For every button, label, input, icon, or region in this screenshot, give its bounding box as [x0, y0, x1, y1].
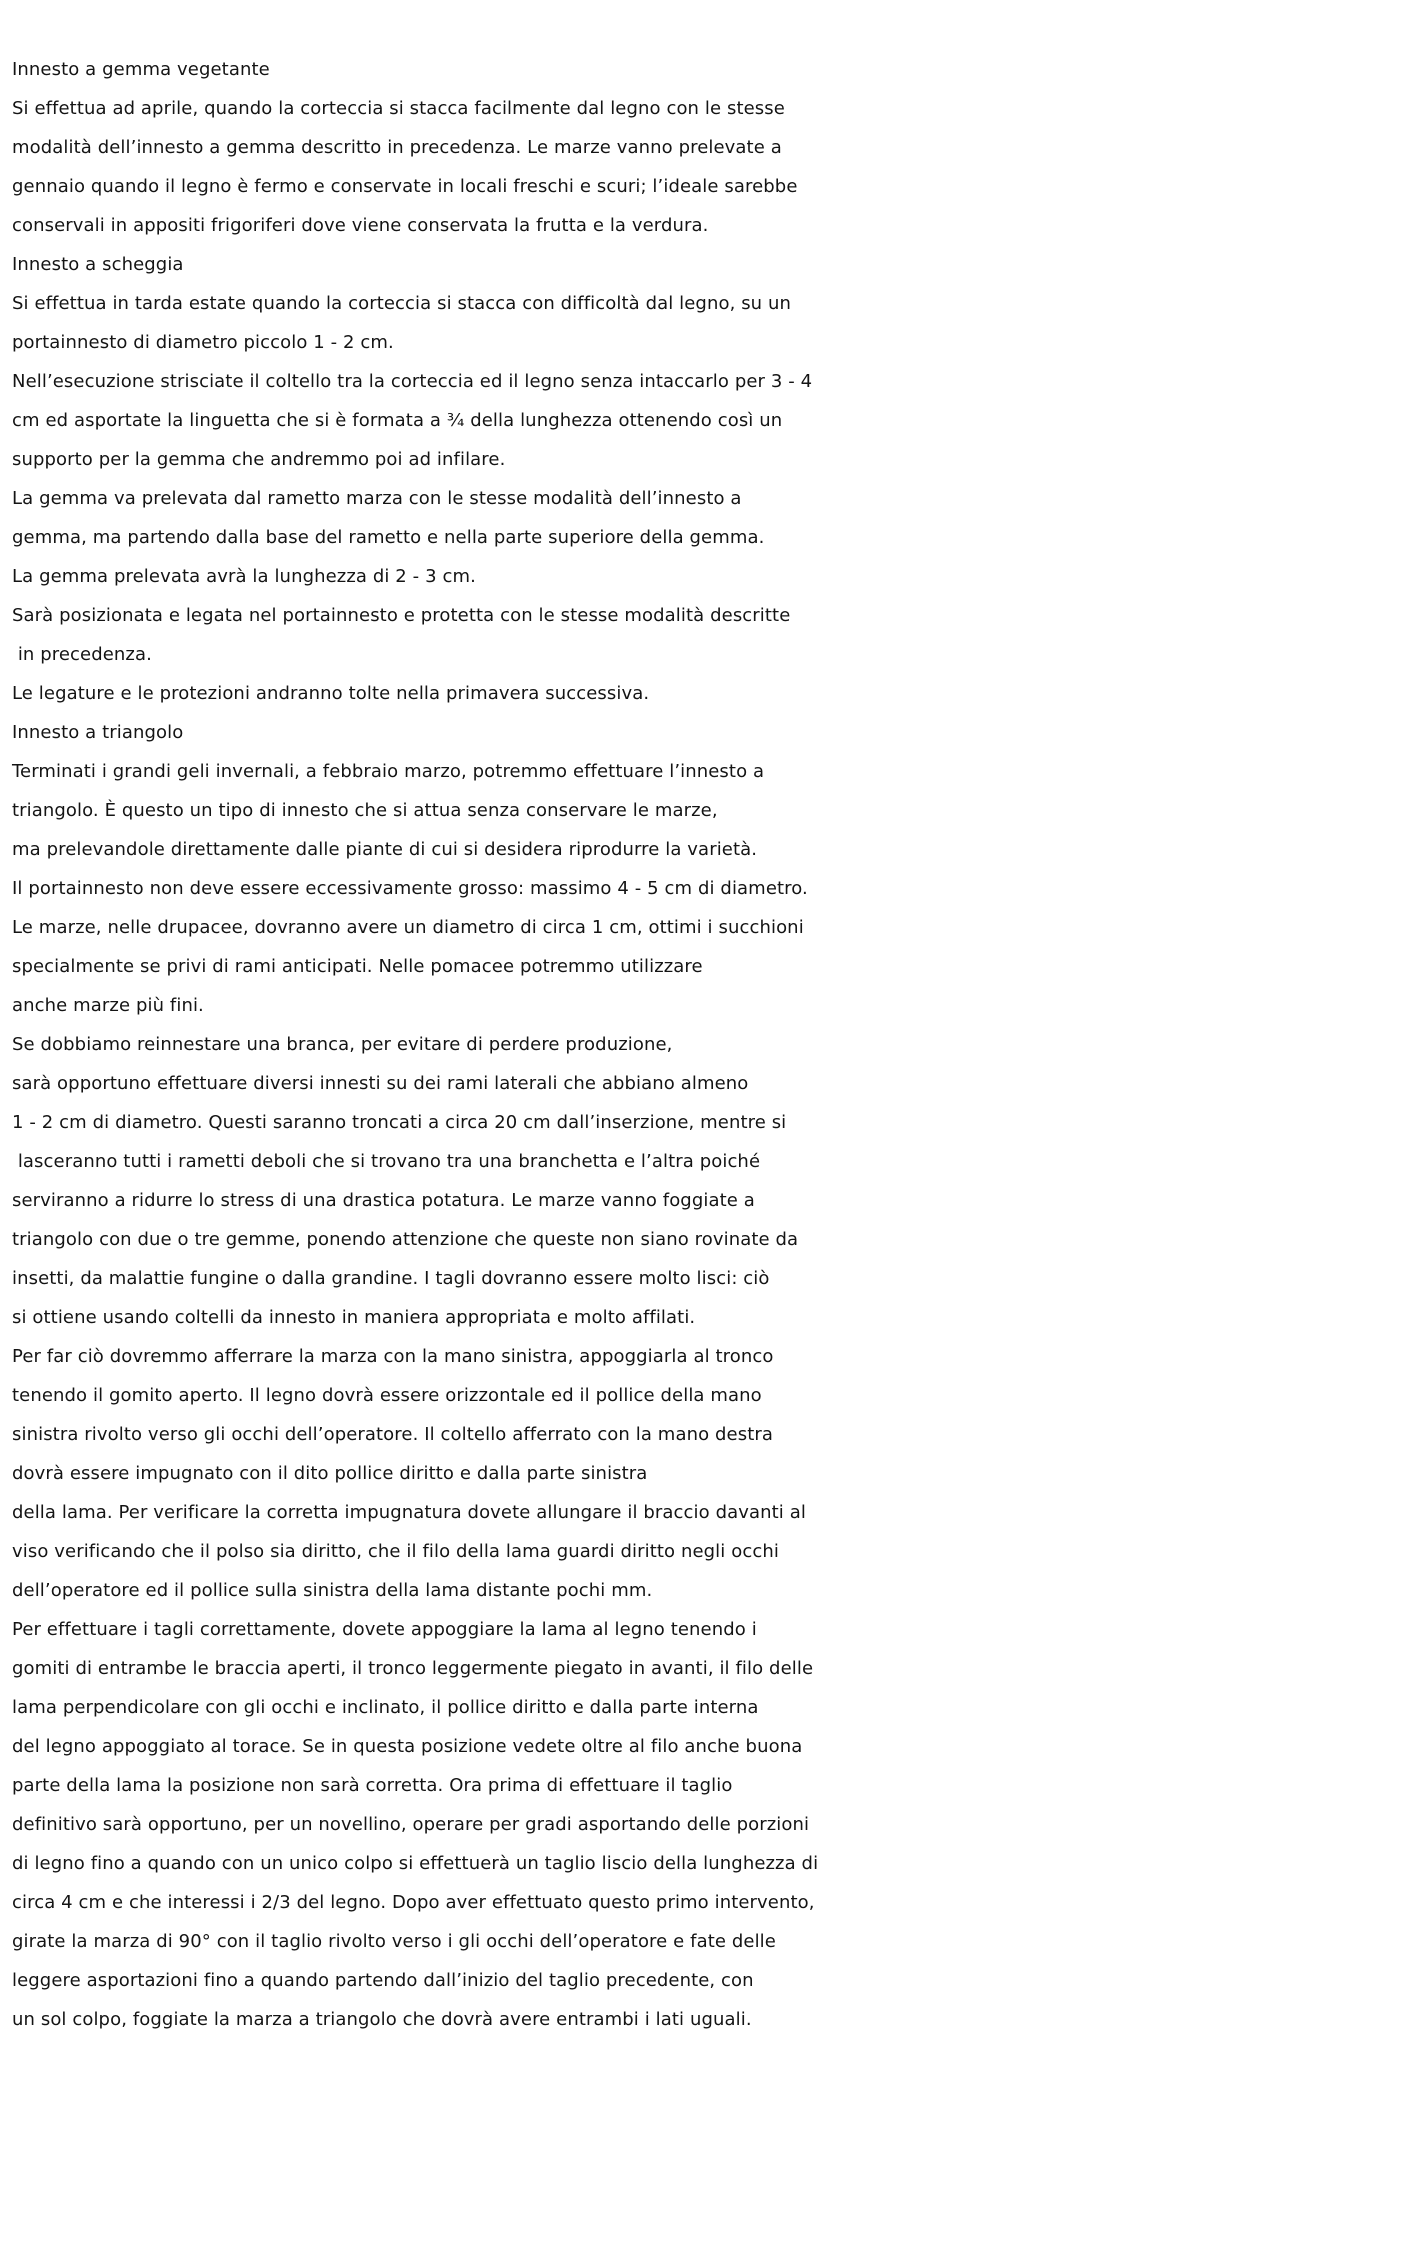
- text-line: insetti, da malattie fungine o dalla grandine. I tagli dovranno essere molto lisci: ciò: [12, 1268, 770, 1289]
- text-line: dell’operatore ed il pollice sulla sinistra della lama distante pochi mm.: [12, 1580, 653, 1601]
- text-line: modalità dell’innesto a gemma descritto in precedenza. Le marze vanno prelevate a: [12, 137, 782, 158]
- heading-innesto-triangolo: Innesto a triangolo: [12, 722, 184, 743]
- text-line: triangolo. È questo un tipo di innesto che si attua senza conservare le marze,: [12, 800, 718, 821]
- text-line: La gemma va prelevata dal rametto marza con le stesse modalità dell’innesto a: [12, 488, 742, 509]
- text-line: Sarà posizionata e legata nel portainnesto e protetta con le stesse modalità descritte: [12, 605, 791, 626]
- text-line: dovrà essere impugnato con il dito pollice diritto e dalla parte sinistra: [12, 1463, 648, 1484]
- text-line: Se dobbiamo reinnestare una branca, per evitare di perdere produzione,: [12, 1034, 673, 1055]
- text-line: si ottiene usando coltelli da innesto in maniera appropriata e molto affilati.: [12, 1307, 696, 1328]
- text-line: in precedenza.: [12, 644, 152, 665]
- heading-innesto-scheggia: Innesto a scheggia: [12, 254, 184, 275]
- text-line: del legno appoggiato al torace. Se in questa posizione vedete oltre al filo anche buona: [12, 1736, 803, 1757]
- text-line: serviranno a ridurre lo stress di una drastica potatura. Le marze vanno foggiate a: [12, 1190, 755, 1211]
- text-line: supporto per la gemma che andremmo poi ad infilare.: [12, 449, 506, 470]
- text-line: Le marze, nelle drupacee, dovranno avere un diametro di circa 1 cm, ottimi i succhioni: [12, 917, 804, 938]
- text-line: definitivo sarà opportuno, per un novellino, operare per gradi asportando delle porzioni: [12, 1814, 810, 1835]
- text-line: Per effettuare i tagli correttamente, dovete appoggiare la lama al legno tenendo i: [12, 1619, 757, 1640]
- text-line: cm ed asportate la linguetta che si è formata a ¾ della lunghezza ottenendo così un: [12, 410, 783, 431]
- text-line: sinistra rivolto verso gli occhi dell’operatore. Il coltello afferrato con la mano destra: [12, 1424, 773, 1445]
- text-line: 1 - 2 cm di diametro. Questi saranno troncati a circa 20 cm dall’inserzione, mentre si: [12, 1112, 787, 1133]
- text-line: specialmente se privi di rami anticipati. Nelle pomacee potremmo utilizzare: [12, 956, 703, 977]
- text-line: gemma, ma partendo dalla base del rametto e nella parte superiore della gemma.: [12, 527, 765, 548]
- text-line: parte della lama la posizione non sarà corretta. Ora prima di effettuare il taglio: [12, 1775, 733, 1796]
- text-line: Si effettua ad aprile, quando la corteccia si stacca facilmente dal legno con le stesse: [12, 98, 785, 119]
- text-line: gennaio quando il legno è fermo e conservate in locali freschi e scuri; l’ideale sarebbe: [12, 176, 798, 197]
- text-line: tenendo il gomito aperto. Il legno dovrà essere orizzontale ed il pollice della mano: [12, 1385, 762, 1406]
- text-line: triangolo con due o tre gemme, ponendo attenzione che queste non siano rovinate da: [12, 1229, 799, 1250]
- text-line: leggere asportazioni fino a quando partendo dall’inizio del taglio precedente, con: [12, 1970, 754, 1991]
- text-line: Terminati i grandi geli invernali, a febbraio marzo, potremmo effettuare l’innesto a: [12, 761, 765, 782]
- text-line: lasceranno tutti i rametti deboli che si trovano tra una branchetta e l’altra poiché: [12, 1151, 761, 1172]
- text-line: Nell’esecuzione strisciate il coltello tra la corteccia ed il legno senza intaccarlo per 3 - 4: [12, 371, 813, 392]
- text-line: Per far ciò dovremmo afferrare la marza con la mano sinistra, appoggiarla al tronco: [12, 1346, 774, 1367]
- text-line: girate la marza di 90° con il taglio rivolto verso i gli occhi dell’operatore e fate delle: [12, 1931, 776, 1952]
- text-line: portainnesto di diametro piccolo 1 - 2 cm.: [12, 332, 394, 353]
- text-line: della lama. Per verificare la corretta impugnatura dovete allungare il braccio davanti al: [12, 1502, 806, 1523]
- text-line: Il portainnesto non deve essere eccessivamente grosso: massimo 4 - 5 cm di diametro.: [12, 878, 808, 899]
- text-line: La gemma prelevata avrà la lunghezza di 2 - 3 cm.: [12, 566, 476, 587]
- text-line: gomiti di entrambe le braccia aperti, il tronco leggermente piegato in avanti, il filo delle: [12, 1658, 814, 1679]
- text-line: Si effettua in tarda estate quando la corteccia si stacca con difficoltà dal legno, su un: [12, 293, 792, 314]
- text-line: un sol colpo, foggiate la marza a triangolo che dovrà avere entrambi i lati uguali.: [12, 2009, 752, 2030]
- text-line: viso verificando che il polso sia diritto, che il filo della lama guardi diritto negli occhi: [12, 1541, 779, 1562]
- text-line: conservali in appositi frigoriferi dove viene conservata la frutta e la verdura.: [12, 215, 709, 236]
- text-line: anche marze più fini.: [12, 995, 204, 1016]
- text-line: lama perpendicolare con gli occhi e inclinato, il pollice diritto e dalla parte interna: [12, 1697, 759, 1718]
- text-line: di legno fino a quando con un unico colpo si effettuerà un taglio liscio della lunghezza di: [12, 1853, 819, 1874]
- text-line: circa 4 cm e che interessi i 2/3 del legno. Dopo aver effettuato questo primo intervento,: [12, 1892, 815, 1913]
- heading-innesto-gemma-vegetante: Innesto a gemma vegetante: [12, 59, 270, 80]
- text-line: ma prelevandole direttamente dalle piante di cui si desidera riprodurre la varietà.: [12, 839, 758, 860]
- document-body: [12, 50, 1412, 2039]
- text-line: Le legature e le protezioni andranno tolte nella primavera successiva.: [12, 683, 650, 704]
- text-line: sarà opportuno effettuare diversi innesti su dei rami laterali che abbiano almeno: [12, 1073, 749, 1094]
